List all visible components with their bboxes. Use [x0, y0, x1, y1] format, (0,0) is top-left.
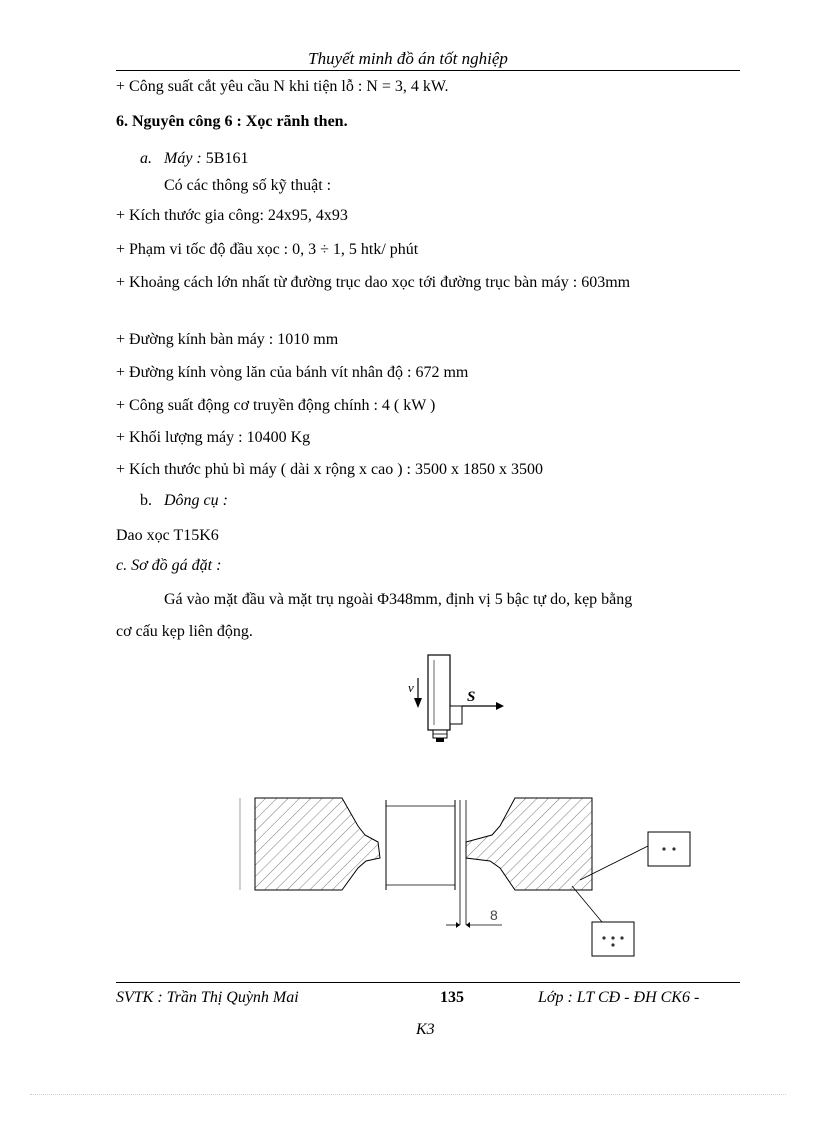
- dimension-label: 8: [490, 907, 498, 923]
- spec-item: + Phạm vi tốc độ đầu xọc : 0, 3 ÷ 1, 5 htk/ phút: [116, 241, 419, 258]
- footer-page-number: 135: [440, 989, 464, 1006]
- specs-intro: Có các thông số kỹ thuật :: [164, 177, 332, 194]
- locating-symbol-face: [580, 832, 690, 880]
- feed-arrow-v: [414, 678, 422, 708]
- setup-paragraph-line1: Gá vào mặt đầu và mặt trụ ngoài Φ348mm, định vị 5 bậc tự do, kẹp bằng: [164, 591, 633, 608]
- footer-class: Lớp : LT CĐ - ĐH CK6 -: [538, 989, 700, 1006]
- page-header-title: Thuyết minh đồ án tốt nghiệp: [308, 49, 508, 68]
- workpiece-section: [240, 798, 592, 925]
- setup-heading: c. Sơ đồ gá đặt :: [116, 557, 222, 574]
- machine-value: 5B161: [205, 150, 249, 167]
- spec-item: + Kích thước gia công: 24x95, 4x93: [116, 207, 348, 224]
- tool-label: Dông cụ :: [164, 492, 228, 509]
- locating-symbol-cylinder: [572, 886, 634, 956]
- machine-label: Máy :: [164, 150, 202, 167]
- power-requirement-line: + Công suất cắt yêu cầu N khi tiện lỗ : N = 3, 4 kW.: [116, 78, 449, 95]
- spec-item: + Công suất động cơ truyền động chính : 4 ( kW ): [116, 397, 436, 414]
- label-v: v: [408, 680, 414, 695]
- footer-class-continued: K3: [416, 1021, 435, 1038]
- spec-item: + Đường kính bàn máy : 1010 mm: [116, 331, 339, 348]
- page-bottom-border: [30, 1094, 786, 1095]
- spec-item: + Đường kính vòng lăn của bánh vít nhân độ : 672 mm: [116, 364, 469, 381]
- footer-rule: [116, 982, 740, 983]
- tool-value: Dao xọc T15K6: [116, 527, 219, 544]
- setup-paragraph-line2: cơ cấu kẹp liên động.: [116, 623, 253, 640]
- spec-item: + Khoảng cách lớn nhất từ đường trục dao xọc tới đường trục bàn máy : 603mm: [116, 274, 631, 291]
- footer-student: SVTK : Trần Thị Quỳnh Mai: [116, 989, 299, 1006]
- section-title: 6. Nguyên công 6 : Xọc rãnh then.: [116, 113, 348, 130]
- spec-item: + Khối lượng máy : 10400 Kg: [116, 429, 311, 446]
- slotting-tool: [428, 655, 462, 742]
- tool-marker: b.: [140, 492, 152, 509]
- machine-marker: a.: [140, 150, 152, 167]
- label-s: S: [467, 689, 476, 705]
- spec-item: + Kích thước phủ bì máy ( dài x rộng x cao ) : 3500 x 1850 x 3500: [116, 461, 543, 478]
